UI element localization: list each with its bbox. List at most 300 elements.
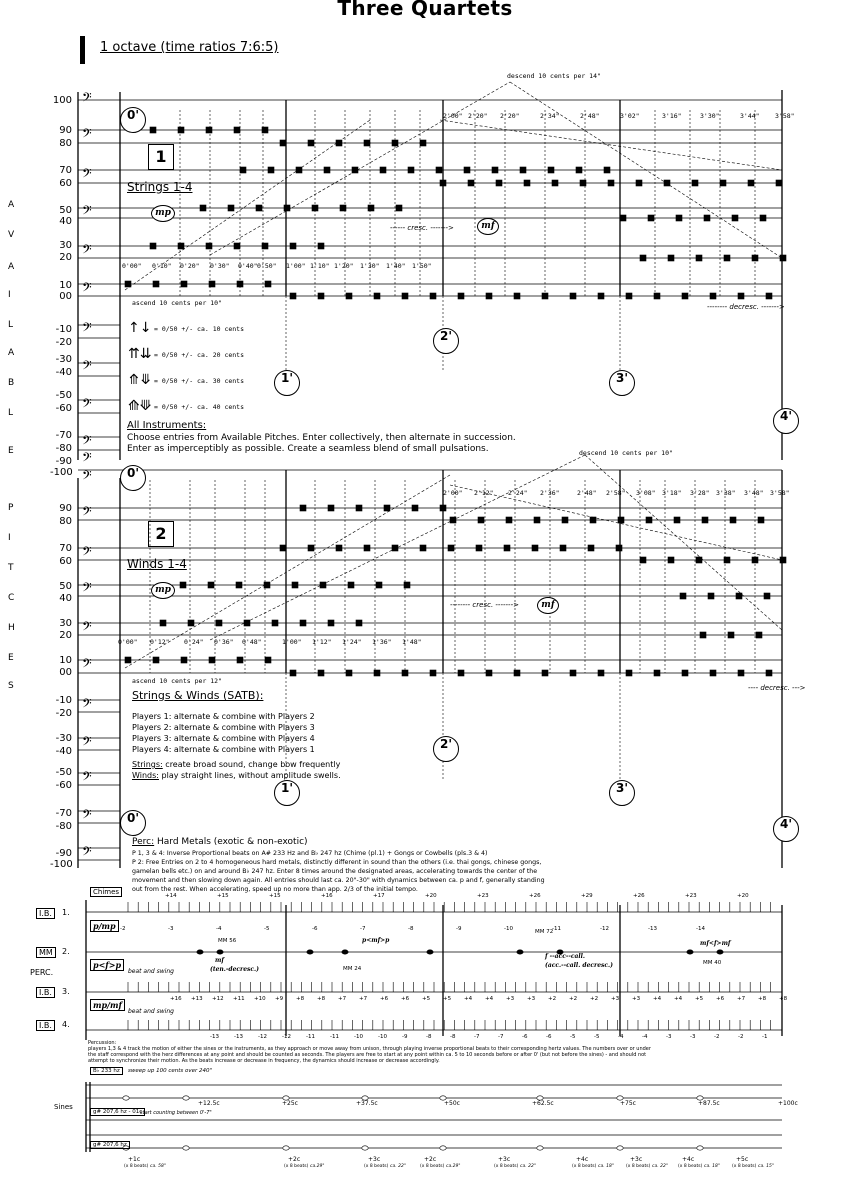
note-head-2 <box>738 670 744 676</box>
p4-count: -6 <box>522 1034 528 1040</box>
p1-sub-count: -3 <box>168 926 174 932</box>
p4-count: -4 <box>642 1034 648 1040</box>
percussion-note: Percussion: players 1,3 & 4 track the motion of either the sines or the instruments, as they approach or move away from unison, through playing inverse proportional beats to their corresponding hertz values. The numbers over or under the staff correspond with the herz differences at any point and should be counted as seconds. The players are free to start at any point within ca. 5 to 10 seconds before or after 0' (but not before the sines) - and should not attempt to synchronize their motion. As the beats increase or decrease in frequency, the dynamics should increase or decrease accordingly. <box>88 1040 651 1064</box>
marker-4-b: 4' <box>773 816 799 842</box>
staff-label: -10 <box>55 324 72 335</box>
satb-strings-key: Strings: <box>132 760 163 769</box>
note-head-2 <box>506 517 512 523</box>
sine-bottom-cents: +1c <box>128 1156 141 1163</box>
bass-clef-icon: 𝄢 <box>82 504 92 522</box>
note-head-1 <box>234 127 240 133</box>
sine-bottom-beats: (x 8 beats) <box>678 1164 703 1169</box>
note-head-2 <box>244 620 250 626</box>
p3-count: +7 <box>359 996 368 1002</box>
note-head-1 <box>704 215 710 221</box>
sines-mid-box: g# 207,6 hz - 01c <box>90 1108 145 1116</box>
side-label-letter: V <box>8 230 15 240</box>
note-head-1 <box>318 293 324 299</box>
staff-label-2: -10 <box>55 695 72 706</box>
note-head-1 <box>374 293 380 299</box>
sine-note <box>123 1096 129 1100</box>
note-head-1 <box>552 180 558 186</box>
note-head-1 <box>228 205 234 211</box>
bass-clef-icon: 𝄢 <box>82 396 92 414</box>
note-head-2 <box>764 593 770 599</box>
note-head-1 <box>234 243 240 249</box>
perc-line-3: gamelan bells etc.) on and around B♭ 247 hz. Enter 8 times around the designated areas, accelerating towards the center of the <box>132 868 538 875</box>
note-head-2 <box>598 670 604 676</box>
satb-head: Strings & Winds (SATB): <box>132 689 264 702</box>
p3-count: +9 <box>275 996 284 1002</box>
time-label: 3'18" <box>662 489 682 497</box>
sine-bottom-beats: (x 8 beats) <box>124 1164 149 1169</box>
note-head-1 <box>178 127 184 133</box>
note-head-1 <box>318 243 324 249</box>
staff-label: 30 <box>59 240 72 251</box>
p3-count: +8 <box>758 996 767 1002</box>
p1-sub-count: -8 <box>408 926 414 932</box>
sine-bottom-time: ca. 22" <box>390 1164 406 1169</box>
time-label: 0'00" <box>118 638 138 646</box>
p4-count: -12 <box>258 1034 267 1040</box>
bass-clef-icon: 𝄢 <box>82 769 92 787</box>
note-head-2 <box>532 545 538 551</box>
subtitle: 1 octave (time ratios 7:6:5) <box>100 40 279 55</box>
note-head-1 <box>676 215 682 221</box>
time-label: 0'00" <box>122 262 142 270</box>
note-head-1 <box>626 293 632 299</box>
bass-clef-icon: 𝄢 <box>82 126 92 144</box>
p1-count: +23 <box>477 893 489 899</box>
sine-cents: +100c <box>778 1100 798 1107</box>
all-instruments-head: All Instruments: <box>127 420 207 431</box>
side-label-letter: S <box>8 681 14 691</box>
note-head-2 <box>654 670 660 676</box>
section-1-number: 1 <box>148 144 174 170</box>
p2-mark: (acc.--call. decresc.) <box>545 962 613 969</box>
sine-cents: +50c <box>444 1100 460 1107</box>
sine-bottom-cents: +3c <box>630 1156 643 1163</box>
staff-label: 50 <box>59 205 72 216</box>
staff-label-2: 70 <box>59 543 72 554</box>
note-head-2 <box>272 620 278 626</box>
bass-clef-icon: 𝄢 <box>82 320 92 338</box>
note-head-1 <box>296 167 302 173</box>
note-head-1 <box>368 205 374 211</box>
note-head-1 <box>464 167 470 173</box>
note-head-2 <box>125 657 131 663</box>
marker-1: 1' <box>274 370 300 396</box>
note-head-2 <box>348 582 354 588</box>
sine-bottom-beats: (x 8 beats) <box>572 1164 597 1169</box>
note-head-1 <box>738 293 744 299</box>
dynamic-mp-2: mp <box>151 582 175 599</box>
side-label-letter: L <box>8 408 14 418</box>
diag-1-d <box>440 120 782 170</box>
side-label-letter: E <box>8 446 14 456</box>
legend-arrow-icon: ↑↓ <box>128 320 152 336</box>
note-head-1 <box>268 167 274 173</box>
time-label: 3'16" <box>662 112 682 120</box>
bass-clef-icon: 𝄢 <box>82 580 92 598</box>
legend-text: = 0/50 +/- ca. 10 cents <box>154 325 245 333</box>
note-head-2 <box>430 670 436 676</box>
sine-note <box>183 1096 189 1100</box>
side-label-letter: L <box>8 320 14 330</box>
time-label: 0'10" <box>152 262 172 270</box>
note-head-1 <box>436 167 442 173</box>
p1-count: +17 <box>373 893 385 899</box>
note-head-2 <box>708 593 714 599</box>
note-head-1 <box>396 205 402 211</box>
note-head-1 <box>380 167 386 173</box>
note-head-2 <box>328 620 334 626</box>
p2-note <box>687 950 693 954</box>
staff-label: -40 <box>55 367 72 378</box>
sine-bottom-cents: +4c <box>682 1156 695 1163</box>
decresc-2: ---- decresc. ---> <box>748 684 806 692</box>
legend-text: = 0/50 +/- ca. 20 cents <box>154 351 245 359</box>
side-label-letter: I <box>8 290 11 300</box>
legend-text: = 0/50 +/- ca. 40 cents <box>154 403 245 411</box>
note-head-2 <box>728 632 734 638</box>
note-head-2 <box>346 670 352 676</box>
note-head-1 <box>724 255 730 261</box>
note-head-1 <box>408 167 414 173</box>
player-dynamic: p/mp <box>90 920 119 932</box>
note-head-2 <box>292 582 298 588</box>
p4-count: -13 <box>210 1034 219 1040</box>
satb-player-4: Players 4: alternate & combine with Players 1 <box>132 745 315 754</box>
note-head-2 <box>616 545 622 551</box>
note-head-2 <box>180 582 186 588</box>
note-head-1 <box>181 281 187 287</box>
note-head-2 <box>392 545 398 551</box>
note-head-2 <box>420 545 426 551</box>
note-head-1 <box>153 281 159 287</box>
p2-mark: mf<f>mf <box>700 940 731 947</box>
sine-bottom-time: ca.29" <box>310 1164 325 1169</box>
note-head-2 <box>376 582 382 588</box>
cresc-2: -------- cresc. -------> <box>450 601 519 609</box>
p4-count: -13 <box>234 1034 243 1040</box>
p4-count: -5 <box>570 1034 576 1040</box>
note-head-2 <box>440 505 446 511</box>
ascend-1: ascend 10 cents per 10" <box>132 299 223 307</box>
p4-count: -3 <box>690 1034 696 1040</box>
sine-bottom-beats: (x 8 beats) <box>284 1164 309 1169</box>
note-head-1 <box>280 140 286 146</box>
side-label-letter: P <box>8 503 14 513</box>
note-head-2 <box>724 557 730 563</box>
note-head-1 <box>492 167 498 173</box>
p4-count: -6 <box>546 1034 552 1040</box>
note-head-1 <box>324 167 330 173</box>
time-label: 3'58" <box>775 112 795 120</box>
sines-label: Sines <box>54 1103 73 1111</box>
p3-count: +6 <box>380 996 389 1002</box>
satb-strings-text: create broad sound, change bow frequently <box>162 760 341 769</box>
note-head-1 <box>336 140 342 146</box>
legend-text: = 0/50 +/- ca. 30 cents <box>154 377 245 385</box>
marker-0-b: 0' <box>120 465 146 491</box>
note-head-2 <box>542 670 548 676</box>
note-head-1 <box>430 293 436 299</box>
time-label: 3'38" <box>716 489 736 497</box>
note-head-1 <box>420 140 426 146</box>
legend-arrow-icon: ⟰⟱ <box>128 398 152 414</box>
satb-winds-key: Winds: <box>132 771 159 780</box>
bass-clef-icon: 𝄢 <box>82 544 92 562</box>
note-head-2 <box>412 505 418 511</box>
sines-top-box: B♭ 233 hz <box>90 1067 123 1075</box>
p4-count: -11 <box>330 1034 339 1040</box>
side-label-letter: T <box>8 563 14 573</box>
p3-count: +4 <box>653 996 662 1002</box>
note-head-2 <box>320 582 326 588</box>
note-head-2 <box>300 505 306 511</box>
note-head-1 <box>346 293 352 299</box>
p3-count: +4 <box>674 996 683 1002</box>
side-label-letter: A <box>8 200 15 210</box>
staff-label-2: 30 <box>59 618 72 629</box>
p1-count: +15 <box>269 893 281 899</box>
p1-count: +26 <box>633 893 645 899</box>
note-head-1 <box>237 281 243 287</box>
time-label: 0'30" <box>210 262 230 270</box>
p4-count: -5 <box>594 1034 600 1040</box>
p3-count: +8 <box>779 996 788 1002</box>
player-box: I.B. <box>36 908 55 919</box>
sine-bottom-cents: +2c <box>288 1156 301 1163</box>
note-head-1 <box>648 215 654 221</box>
note-head-1 <box>262 243 268 249</box>
legend-arrow-icon: ⤊⤋ <box>128 372 152 388</box>
note-head-2 <box>308 545 314 551</box>
player-dynamic: p<f>p <box>90 959 124 971</box>
note-head-2 <box>181 657 187 663</box>
note-head-2 <box>356 620 362 626</box>
p4-count: -3 <box>666 1034 672 1040</box>
staff-label: -50 <box>55 390 72 401</box>
p3-count: +3 <box>506 996 515 1002</box>
mm-mark: MM 56 <box>218 938 237 944</box>
player-dynamic: mp/mf <box>90 999 125 1011</box>
p1-sub-count: -12 <box>600 926 609 932</box>
note-head-1 <box>636 180 642 186</box>
satb-player-2: Players 2: alternate & combine with Players 3 <box>132 723 315 732</box>
time-label: 2'58" <box>606 489 626 497</box>
time-label: 2'20" <box>468 112 488 120</box>
bass-clef-icon: 𝄢 <box>82 450 92 468</box>
bass-clef-icon: 𝄢 <box>82 807 92 825</box>
sine-cents: +25c <box>282 1100 298 1107</box>
note-head-2 <box>300 620 306 626</box>
note-head-1 <box>604 167 610 173</box>
side-label-letter: A <box>8 262 15 272</box>
marker-2-b: 2' <box>433 736 459 762</box>
p1-sub-count: -5 <box>264 926 270 932</box>
player-number: 3. <box>62 987 70 996</box>
bass-clef-icon: 𝄢 <box>82 734 92 752</box>
note-head-2 <box>318 670 324 676</box>
sine-note-b <box>617 1146 623 1150</box>
p4-count: -11 <box>306 1034 315 1040</box>
note-head-1 <box>256 205 262 211</box>
p1-sub-count: -7 <box>360 926 366 932</box>
note-head-1 <box>748 180 754 186</box>
staff-label-2: -100 <box>50 859 73 870</box>
p3-count: +2 <box>548 996 557 1002</box>
player-number: 4. <box>62 1020 70 1029</box>
p3-count: +10 <box>254 996 266 1002</box>
descend-2: descend 10 cents per 10" <box>579 449 673 457</box>
note-head-1 <box>520 167 526 173</box>
p1-sub-count: -9 <box>456 926 462 932</box>
p3-count: +8 <box>317 996 326 1002</box>
dynamic-mf-1: mf <box>477 218 499 235</box>
side-label-letter: A <box>8 348 15 358</box>
note-head-2 <box>570 670 576 676</box>
staff-label: 10 <box>59 280 72 291</box>
p4-count: -9 <box>402 1034 408 1040</box>
p4-count: -8 <box>426 1034 432 1040</box>
time-label: 2'48" <box>580 112 600 120</box>
sine-bottom-beats: (x 8 beats) <box>494 1164 519 1169</box>
note-head-2 <box>336 545 342 551</box>
perc-line-1: P 1, 3 & 4: Inverse Proportional beats on A# 233 Hz and B♭ 247 hz (Chime (pl.1) + Gongs or Cowbells (pls.3 & 4) <box>132 850 488 857</box>
p4-count: -7 <box>498 1034 504 1040</box>
bass-clef-icon: 𝄢 <box>82 656 92 674</box>
note-head-1 <box>312 205 318 211</box>
time-label: 1'30" <box>360 262 380 270</box>
note-head-2 <box>209 657 215 663</box>
note-head-1 <box>766 293 772 299</box>
staff-label-2: 80 <box>59 516 72 527</box>
time-label: 1'50" <box>412 262 432 270</box>
note-head-2 <box>780 557 786 563</box>
sine-cents: +37.5c <box>356 1100 378 1107</box>
note-head-1 <box>760 215 766 221</box>
time-label: 1'40" <box>386 262 406 270</box>
p1-sub-count: -14 <box>696 926 705 932</box>
note-head-1 <box>640 255 646 261</box>
sine-bottom-time: ca. 15" <box>758 1164 774 1169</box>
note-head-1 <box>440 180 446 186</box>
p1-count: +15 <box>217 893 229 899</box>
p3-count: +7 <box>338 996 347 1002</box>
note-head-2 <box>486 670 492 676</box>
note-head-2 <box>476 545 482 551</box>
note-head-1 <box>664 180 670 186</box>
note-head-2 <box>702 517 708 523</box>
p4-count: -8 <box>450 1034 456 1040</box>
staff-label-2: -90 <box>55 848 72 859</box>
sines-sweep: sweep up 100 cents over 240" <box>128 1068 213 1074</box>
note-head-2 <box>756 632 762 638</box>
staff-label: 80 <box>59 138 72 149</box>
diag-2-c <box>585 455 782 630</box>
sines-bottom-box: g# 207,6 hz <box>90 1141 130 1149</box>
p1-count: +16 <box>321 893 333 899</box>
p3-count: +11 <box>233 996 245 1002</box>
note-head-1 <box>710 293 716 299</box>
p1-sub-count: -6 <box>312 926 318 932</box>
note-head-1 <box>524 180 530 186</box>
note-head-2 <box>188 620 194 626</box>
note-head-1 <box>696 255 702 261</box>
player-box: I.B. <box>36 1020 55 1031</box>
time-label: 1'10" <box>310 262 330 270</box>
staff-label-2: 90 <box>59 503 72 514</box>
p3-count: +13 <box>191 996 203 1002</box>
staff-label: 00 <box>59 291 72 302</box>
staff-label: -60 <box>55 403 72 414</box>
note-head-1 <box>284 205 290 211</box>
note-head-2 <box>364 545 370 551</box>
perc-label: PERC. <box>30 968 54 977</box>
note-head-1 <box>620 215 626 221</box>
time-label: 0'40" <box>238 262 258 270</box>
note-head-2 <box>404 582 410 588</box>
all-instruments-line-2: Enter as imperceptibly as possible. Create a seamless blend of small pulsations. <box>127 444 489 454</box>
perc-head-text: Hard Metals (exotic & non-exotic) <box>154 837 308 847</box>
note-head-1 <box>654 293 660 299</box>
bass-clef-icon: 𝄢 <box>82 433 92 451</box>
mm-mark: MM 40 <box>703 960 722 966</box>
note-head-1 <box>240 167 246 173</box>
note-head-2 <box>478 517 484 523</box>
note-head-1 <box>340 205 346 211</box>
p1-count: +29 <box>581 893 593 899</box>
sine-cents: +75c <box>620 1100 636 1107</box>
p3-count: +7 <box>737 996 746 1002</box>
staff-label-2: 10 <box>59 655 72 666</box>
note-head-2 <box>290 670 296 676</box>
time-label: 3'28" <box>690 489 710 497</box>
staff-label: -100 <box>50 467 73 478</box>
sine-note-b <box>537 1146 543 1150</box>
perc-head <box>132 837 308 848</box>
section-1-name: Strings 1-4 <box>127 180 193 194</box>
staff-label: -90 <box>55 456 72 467</box>
staff-label: 20 <box>59 252 72 263</box>
time-label: 2'00" <box>443 112 463 120</box>
time-label: 0'48" <box>242 638 262 646</box>
note-head-2 <box>590 517 596 523</box>
note-head-1 <box>468 180 474 186</box>
dynamic-mf-2: mf <box>537 597 559 614</box>
sines-start: start counting between 0'-7" <box>140 1110 212 1116</box>
cresc-1: ------ cresc. -------> <box>390 224 454 232</box>
staff-label: -80 <box>55 443 72 454</box>
note-head-2 <box>264 582 270 588</box>
p3-count: +3 <box>527 996 536 1002</box>
note-head-2 <box>680 593 686 599</box>
p3-count: +8 <box>296 996 305 1002</box>
perc-notes <box>132 849 632 894</box>
p1-count: +20 <box>425 893 437 899</box>
sine-bottom-cents: +3c <box>368 1156 381 1163</box>
sine-bottom-time: ca. 22" <box>520 1164 536 1169</box>
p1-sub-count: -10 <box>504 926 513 932</box>
note-head-1 <box>548 167 554 173</box>
note-head-1 <box>178 243 184 249</box>
staff-label-2: 50 <box>59 581 72 592</box>
note-head-2 <box>646 517 652 523</box>
staff-label-2: -60 <box>55 780 72 791</box>
note-head-2 <box>668 557 674 563</box>
